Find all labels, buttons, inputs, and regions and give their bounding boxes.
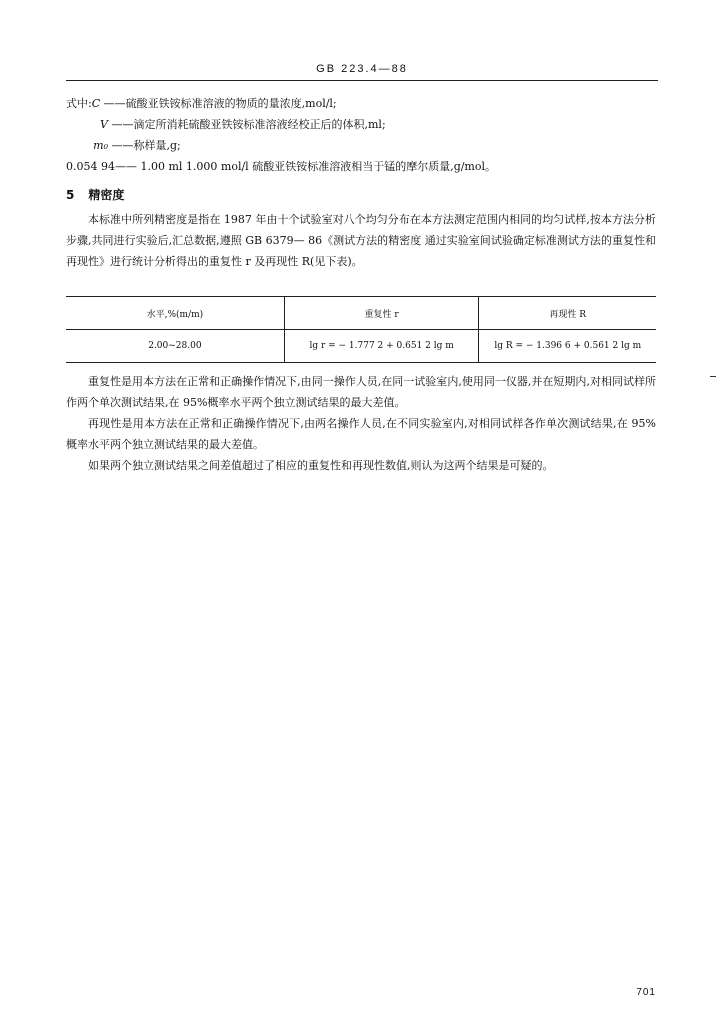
section-number: 5 — [66, 188, 75, 202]
precision-table — [66, 296, 656, 363]
table-header-row — [66, 297, 656, 330]
dash-c: —— — [100, 97, 126, 110]
page-number: 701 — [636, 987, 656, 998]
header-repeatability: 重复性 r — [284, 297, 479, 330]
intro-paragraph: 本标准中所列精密度是指在 1987 年由十个试验室对八个均匀分布在本方法测定范围内相同的均匀试样,按本方法分析步骤,共同进行实验后,汇总数据,遵照 GB 6379— 86《测试方法的精密度 通过实验室间试验确定标准测试方法的重复性和再现性》进行统计分析得出的重复性 r 及再现性 R(见下表)。 — [66, 213, 656, 268]
formula-def-m0 — [66, 139, 181, 153]
constant-text: 1.00 ml 1.000 mol/l 硫酸亚铁铵标准溶液相当于锰的摩尔质量,g/mol。 — [136, 160, 497, 173]
conclusion-paragraph: 如果两个独立测试结果之间差值超过了相应的重复性和再现性数值,则认为这两个结果是可疑的。 — [88, 459, 554, 472]
def-v-text: 滴定所消耗硫酸亚铁铵标准溶液经校正后的体积,ml; — [133, 118, 386, 131]
margin-mark — [710, 376, 716, 377]
formula-def-v — [66, 118, 386, 132]
formula-prefix: 式中: — [66, 97, 92, 110]
cell-reproducibility-formula: lg R = − 1.396 6 + 0.561 2 lg m — [479, 330, 656, 363]
constant-value: 0.054 94 — [66, 160, 115, 173]
def-c-text: 硫酸亚铁铵标准溶液的物质的量浓度,mol/l; — [125, 97, 337, 110]
formula-def-c — [66, 97, 337, 111]
symbol-m0: m₀ — [93, 139, 108, 152]
standard-number-header: GB 223.4—88 — [316, 63, 408, 75]
dash-m0: —— — [108, 139, 134, 152]
reproducibility-paragraph: 再现性是用本方法在正常和正确操作情况下,由两名操作人员,在不同实验室内,对相同试样各作单次测试结果,在 95%概率水平两个独立测试结果的最大差值。 — [66, 417, 656, 451]
section-heading — [66, 186, 138, 203]
formula-constant — [66, 160, 496, 174]
symbol-v: V — [100, 118, 108, 131]
table-row — [66, 330, 656, 363]
dash-v: —— — [108, 118, 134, 131]
header-rule — [66, 80, 658, 81]
header-reproducibility: 再现性 R — [479, 297, 656, 330]
def-m0-text: 称样量,g; — [133, 139, 181, 152]
symbol-c: C — [91, 97, 101, 110]
cell-repeatability-formula: lg r = − 1.777 2 + 0.651 2 lg m — [284, 330, 479, 363]
repeatability-paragraph: 重复性是用本方法在正常和正确操作情况下,由同一操作人员,在同一试验室内,使用同一仪器,并在短期内,对相同试样所作两个单次测试结果,在 95%概率水平两个独立测试结果的最大差值。 — [66, 375, 656, 409]
constant-dash: —— — [114, 160, 137, 173]
cell-level: 2.00~28.00 — [148, 341, 202, 351]
section-title: 精密度 — [88, 188, 125, 202]
header-level: 水平,%(m/m) — [146, 309, 204, 320]
